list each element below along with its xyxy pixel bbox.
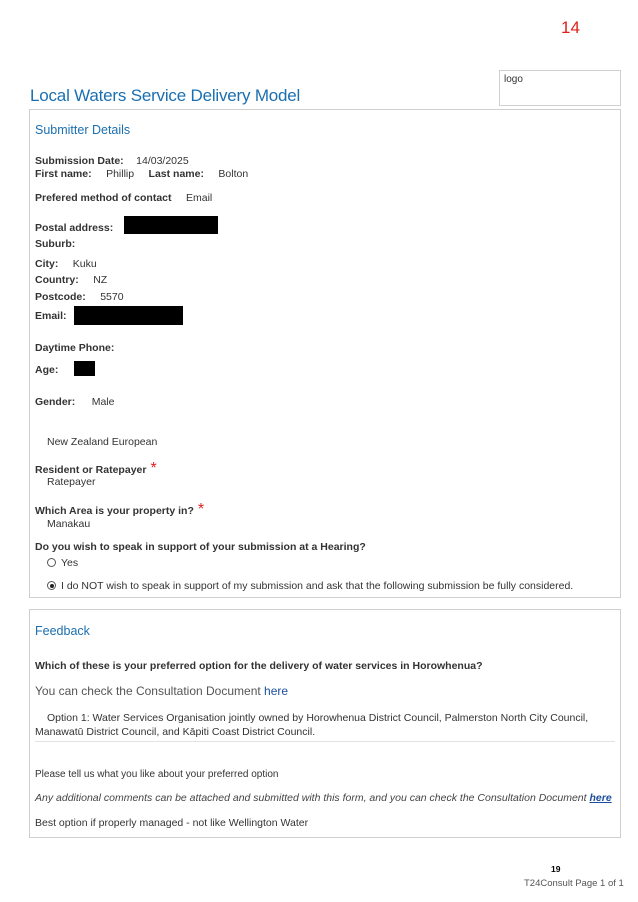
city-label: City: — [35, 258, 59, 270]
contact-row — [35, 188, 212, 206]
gender-value: Male — [91, 396, 115, 408]
hearing-option-yes[interactable] — [47, 557, 78, 569]
first-name-label: First name: — [35, 168, 92, 180]
postcode-value: 5570 — [100, 291, 124, 303]
page-number: 14 — [561, 18, 580, 37]
footer-page-number: 19 — [551, 864, 561, 874]
feedback-panel — [29, 609, 621, 838]
ethnicity-value: New Zealand European — [47, 436, 158, 448]
country-label: Country: — [35, 274, 79, 286]
postal-address-label: Postal address: — [35, 222, 114, 234]
city-value: Kuku — [72, 258, 97, 270]
gender-label: Gender: — [35, 396, 76, 408]
area-value: Manakau — [47, 518, 91, 530]
gender-row — [35, 392, 114, 410]
redacted-email — [74, 306, 183, 325]
postcode-row — [35, 287, 124, 305]
age-label: Age: — [35, 364, 59, 376]
section-title-feedback: Feedback — [35, 624, 90, 638]
required-mark: * — [197, 501, 205, 518]
comments-document-link[interactable]: here — [589, 792, 612, 804]
submitter-details-panel — [29, 109, 621, 598]
resident-label: Resident or Ratepayer — [35, 464, 147, 476]
country-row — [35, 270, 107, 288]
submission-date-value: 14/03/2025 — [136, 155, 189, 167]
last-name-value: Bolton — [218, 168, 249, 180]
contact-method-value: Email — [185, 192, 213, 204]
hearing-no-label: I do NOT wish to speak in support of my submission and ask that the following submission be fully considered. — [61, 580, 574, 592]
hearing-question: Do you wish to speak in support of your submission at a Hearing? — [35, 541, 366, 553]
comments-note — [35, 792, 612, 804]
hearing-yes-label: Yes — [61, 557, 79, 569]
hearing-option-no[interactable] — [47, 580, 573, 592]
required-mark: * — [150, 460, 157, 477]
like-option-answer: Best option if properly managed - not like Wellington Water — [35, 817, 309, 829]
radio-unselected-icon[interactable] — [47, 558, 56, 567]
redacted-age — [74, 361, 95, 376]
section-title-submitter: Submitter Details — [35, 123, 131, 137]
postcode-label: Postcode: — [35, 291, 86, 303]
contact-method-label: Prefered method of contact — [35, 192, 172, 204]
submission-date-label: Submission Date: — [35, 155, 124, 167]
redacted-postal-address — [124, 216, 218, 234]
first-name-value: Phillip — [106, 168, 135, 180]
area-row — [35, 501, 204, 519]
comments-note-text: Any additional comments can be attached and submitted with this form, and you can check the Consultation Document — [35, 792, 590, 804]
name-row — [35, 164, 248, 182]
daytime-phone-label: Daytime Phone: — [35, 342, 115, 354]
suburb-label: Suburb: — [35, 238, 76, 250]
preferred-option-answer: Option 1: Water Services Organisation jointly owned by Horowhenua District Council, Palmerston North City Council, Manawatū District Council, and Kāpiti Coast District Council. — [35, 712, 589, 738]
radio-selected-icon[interactable] — [47, 581, 56, 590]
preferred-option-question: Which of these is your preferred option for the delivery of water services in Horowhenua? — [35, 660, 483, 672]
divider — [35, 741, 615, 742]
consultation-document-link[interactable]: here — [264, 684, 289, 698]
consultation-hint-text: You can check the Consultation Document — [35, 684, 265, 698]
logo: logo — [499, 70, 621, 106]
like-option-label: Please tell us what you like about your preferred option — [35, 769, 279, 780]
consultation-hint — [35, 684, 288, 698]
last-name-label: Last name: — [148, 168, 204, 180]
area-label: Which Area is your property in? — [35, 505, 194, 517]
footer-page-info: T24Consult Page 1 of 1 — [524, 878, 624, 889]
email-label: Email: — [35, 310, 67, 322]
document-title: Local Waters Service Delivery Model — [30, 86, 301, 105]
country-value: NZ — [93, 274, 108, 286]
resident-value: Ratepayer — [47, 476, 96, 488]
